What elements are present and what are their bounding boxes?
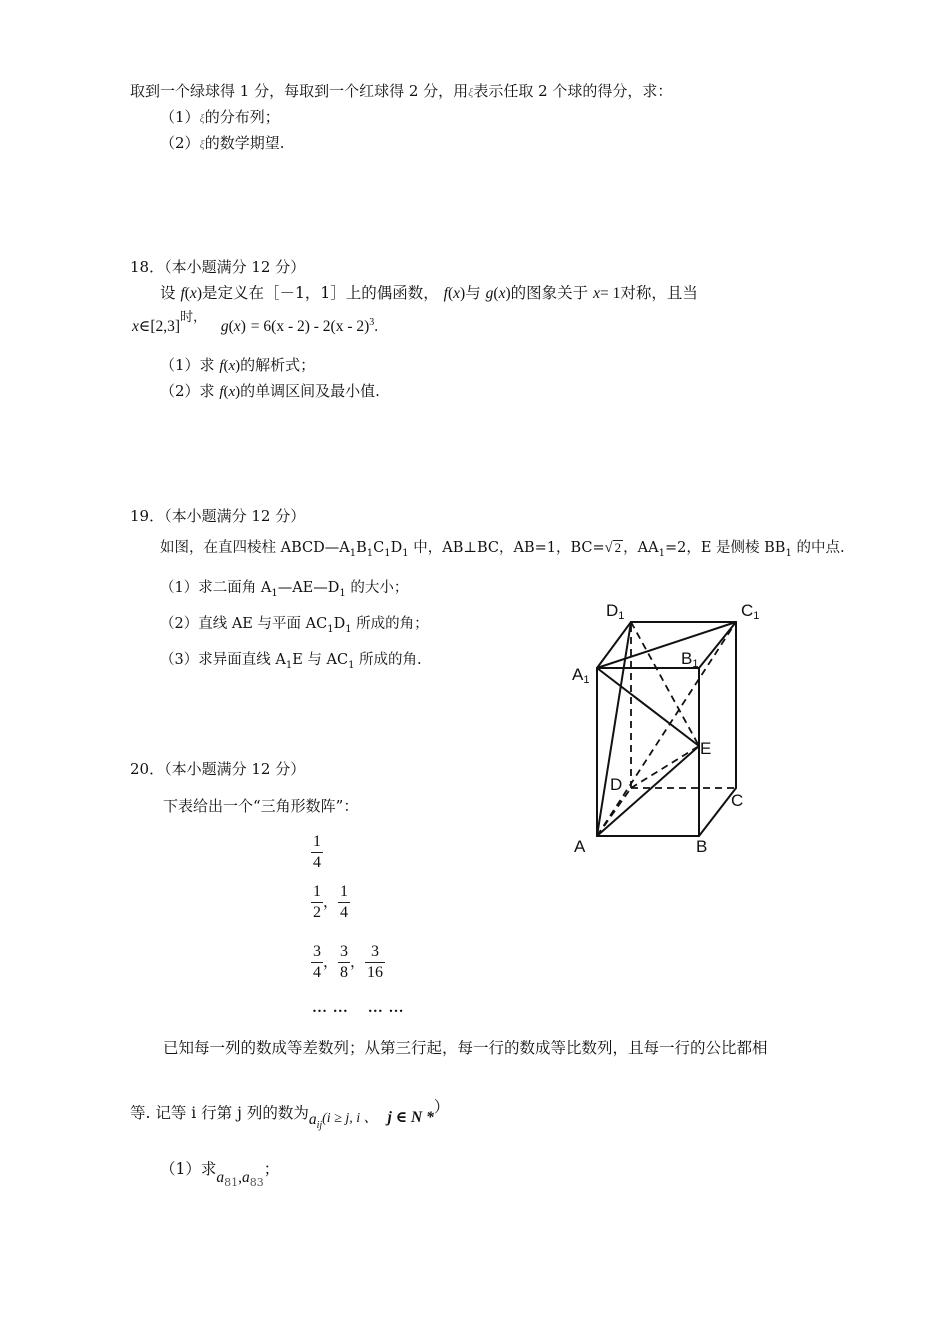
- q17-intro: 取到一个绿球得 1 分，每取到一个红球得 2 分，用ξ表示任取 2 个球的得分，求：: [130, 82, 673, 100]
- q18-part1: （1）求 f(x)的解析式；: [160, 356, 316, 374]
- edge-A-D1: [597, 622, 631, 836]
- hidden-D-E: [631, 746, 699, 788]
- q19-part1: （1）求二面角 $A_1—AE—D_1$ 的大小；: [160, 580, 409, 599]
- prism-figure: [566, 596, 772, 862]
- label-C1: C1: [741, 601, 760, 622]
- fraction: $\frac{1}{4}$: [313, 833, 321, 871]
- q18-header: 18．（本小题满分 12 分）: [130, 258, 306, 276]
- triangle-ellipsis: … … … …: [312, 1000, 405, 1016]
- label-B1: B1: [681, 649, 699, 670]
- hidden-A-D: [597, 788, 631, 836]
- label-B: B: [696, 837, 708, 856]
- q19-part3: （3）求异面直线 $A_1E$ 与 $AC_1$ 所成的角.: [160, 652, 422, 671]
- edge-A1-C1: [597, 622, 736, 668]
- fraction: $\frac{1}{4}$: [340, 883, 349, 921]
- q19-part2: （2）直线 AE 与平面 $AC_1D_1$ 所成的角；: [160, 616, 429, 635]
- label-A1: A1: [572, 665, 590, 686]
- label-D: D: [610, 775, 623, 794]
- label-E: E: [700, 739, 712, 758]
- q19-line1: 如图，在直四棱柱 $ABCD—A_1B_1C_1D_1$ 中，AB⊥BC，AB=1，BC=√ 2 ，$AA_1=2$，E 是侧棱 $BB_1$ 的中点.: [160, 540, 845, 559]
- edge-A1-D1: [597, 622, 631, 668]
- q18-part2: （2）求 f(x)的单调区间及最小值.: [160, 382, 380, 400]
- q18-line1: 设 f(x)是定义在［－1，1］上的偶函数， f(x)与 g(x)的图象关于 x= 1对称，且当: [160, 284, 698, 302]
- q20-notation: 等. 记等 i 行第 j 列的数为$a_{ij}(i \ge j$, i 、 j ∈ N *）: [130, 1099, 450, 1132]
- triangle-row-2: $\frac{1}{2}$ ， $\frac{1}{4}$: [313, 883, 349, 921]
- fraction: $\frac{1}{2}$: [313, 883, 321, 921]
- label-A: A: [574, 837, 586, 856]
- label-D1: D1: [606, 601, 625, 622]
- q17-part1: （1）ξ的分布列；: [160, 108, 280, 126]
- q20-header: 20．（本小题满分 12 分）: [130, 760, 306, 778]
- q20-known: 已知每一列的数成等差数列；从第三行起，每一行的数成等比数列，且每一行的公比都相: [163, 1039, 768, 1057]
- q20-part1: （1）求$a_{81},a_{83}$；: [160, 1160, 280, 1190]
- triangle-row-3: $\frac{3}{4}$ ， $\frac{3}{8}$ ， $\frac{3}{16}$: [313, 943, 384, 981]
- label-C: C: [731, 791, 744, 810]
- fraction: $\frac{3}{8}$: [340, 943, 349, 981]
- hidden-D1-E: [631, 622, 699, 746]
- q18-line2: $x\in[2,3]^{时,}$ g(x) = 6(x - 2) - 2(x - 2)$^3$.: [132, 309, 379, 335]
- hidden-A-C1: [597, 622, 736, 836]
- fraction: $\frac{3}{16}$: [367, 943, 384, 981]
- triangle-row-1: [311, 832, 323, 873]
- q20-intro: 下表给出一个“三角形数阵”：: [163, 797, 359, 815]
- q19-header: 19．（本小题满分 12 分）: [130, 507, 306, 525]
- q17-part2: （2）ξ的数学期望.: [160, 134, 285, 152]
- fraction: $\frac{3}{4}$: [313, 943, 321, 981]
